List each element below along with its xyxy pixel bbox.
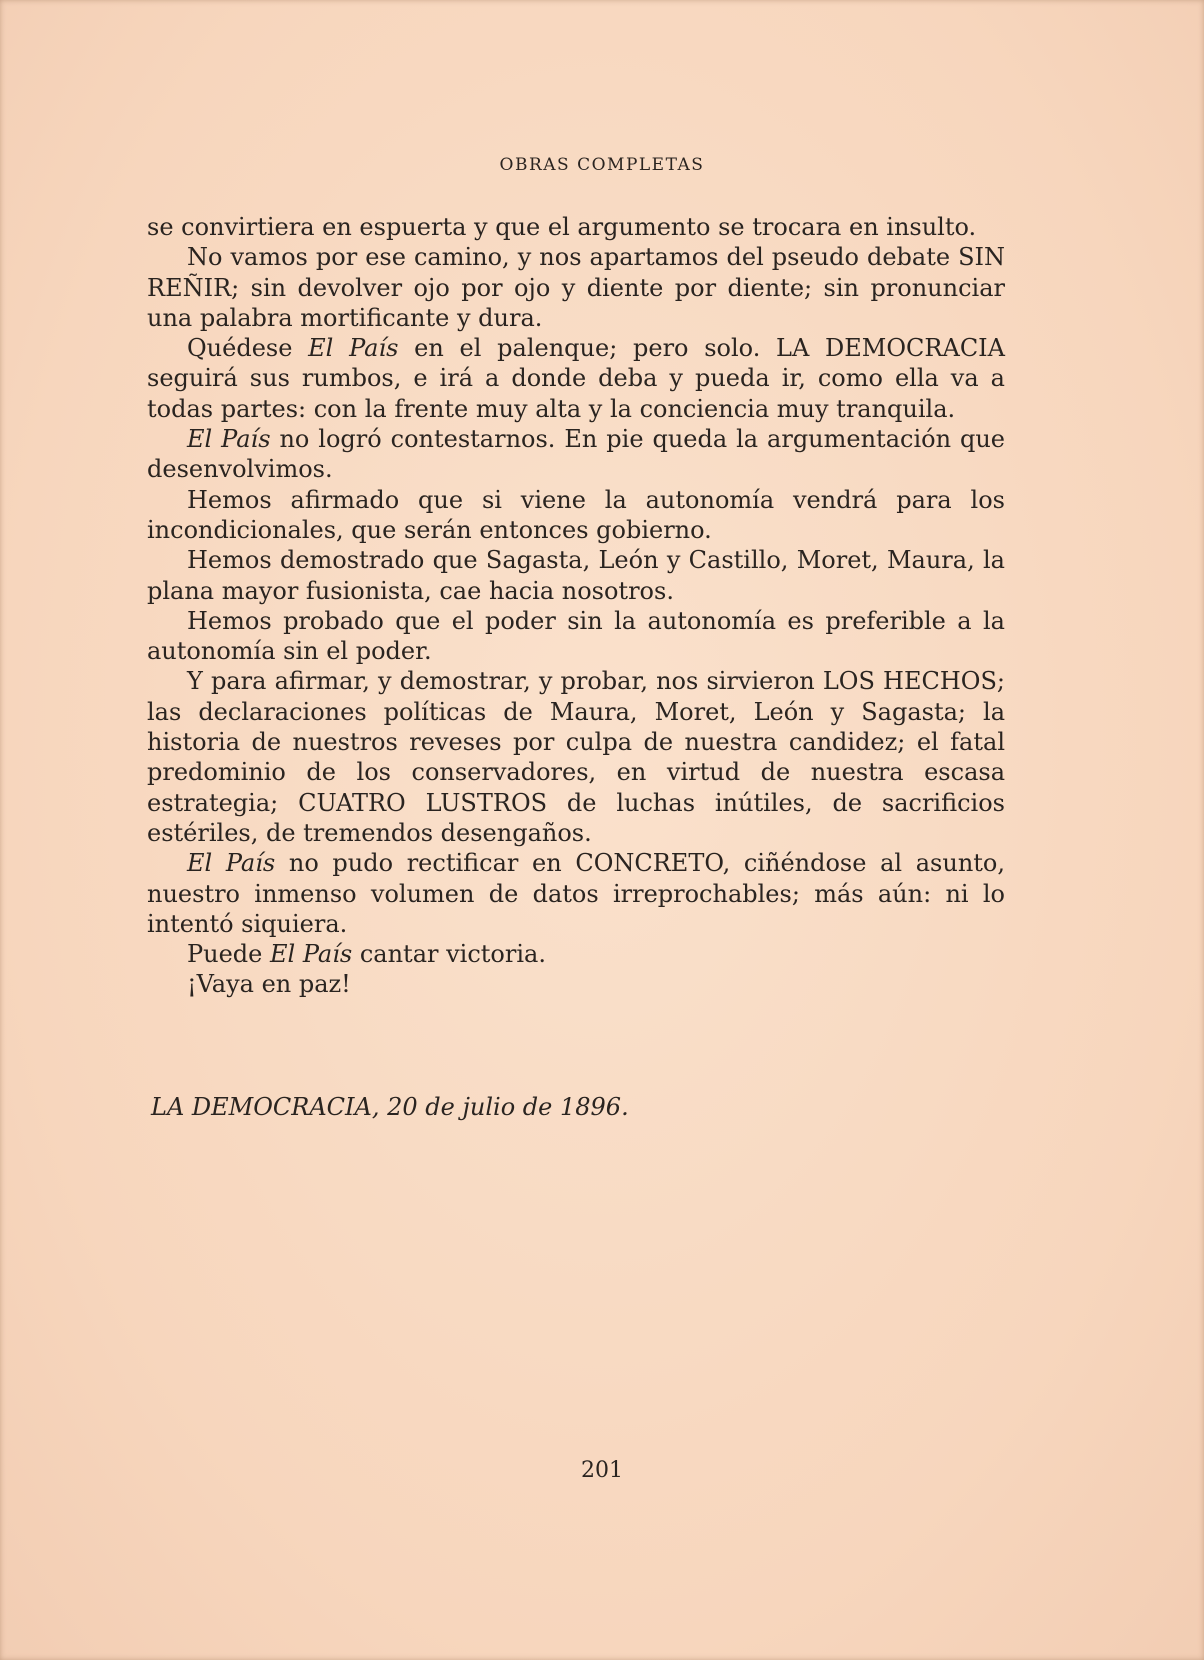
paragraph: [147, 485, 1005, 546]
paragraph-text: Hemos afirmado que si viene la autonomía vendrá para los incondicionales, que serán entonces gobierno.: [147, 485, 1005, 544]
paragraph-text: Y para afirmar, y demostrar, y probar, nos sirvieron LOS HECHOS; las declaraciones políticas de Maura, Moret, León y Sagasta; la historia de nuestros reveses por culpa de nuestra candidez; el fatal predominio de los conservadores, en virtud de nuestra escasa estrategia; CUATRO LUSTROS de luchas inútiles, de sacrificios estériles, de tremendos desengaños.: [147, 667, 1005, 847]
paragraph: [147, 666, 1005, 848]
paragraph: [147, 424, 1005, 485]
paragraph-text: cantar victoria.: [352, 940, 546, 969]
newspaper-title: El País: [187, 849, 276, 878]
article-signature: LA DEMOCRACIA, 20 de julio de 1896.: [151, 1093, 629, 1121]
paragraph-text: Puede: [187, 940, 271, 969]
paragraph-text: ¡Vaya en paz!: [187, 970, 351, 999]
paragraph: [147, 212, 1005, 242]
paragraph: [147, 848, 1005, 939]
paragraph-text: Quédese: [187, 334, 309, 363]
page-number: 201: [581, 1458, 623, 1483]
newspaper-title: El País: [308, 334, 399, 363]
newspaper-title: El País: [270, 940, 353, 969]
paragraph: [147, 606, 1005, 667]
paragraph: [147, 242, 1005, 333]
paragraph: [147, 333, 1005, 424]
paragraph-text: no logró contestarnos. En pie queda la argumentación que desenvolvimos.: [147, 425, 1005, 484]
paragraph: [147, 545, 1005, 606]
running-head: OBRAS COMPLETAS: [499, 155, 705, 175]
paragraph: [147, 969, 1005, 999]
paragraph-text: no pudo rectificar en CONCRETO, ciñéndose al asunto, nuestro inmenso volumen de datos irreprochables; más aún: ni lo intentó siquiera.: [147, 849, 1005, 938]
paragraph-text: en el palenque; pero solo. LA DEMOCRACIA seguirá sus rumbos, e irá a donde deba y pueda ir, como ella va a todas partes: con la frente muy alta y la conciencia muy tranquila.: [147, 334, 1005, 423]
paragraph-text: No vamos por ese camino, y nos apartamos del pseudo debate SIN REÑIR; sin devolver ojo por ojo y diente por diente; sin pronunciar una palabra mortificante y dura.: [147, 243, 1005, 332]
paragraph-text: Hemos demostrado que Sagasta, León y Castillo, Moret, Maura, la plana mayor fusionista, cae hacia nosotros.: [147, 546, 1005, 605]
newspaper-title: El País: [187, 425, 271, 454]
paragraph-text: se convirtiera en espuerta y que el argumento se trocara en insulto.: [147, 213, 977, 241]
paragraph-text: Hemos probado que el poder sin la autonomía es preferible a la autonomía sin el poder.: [147, 606, 1005, 666]
paragraph: [147, 939, 1005, 969]
body-text: [147, 212, 1005, 1000]
